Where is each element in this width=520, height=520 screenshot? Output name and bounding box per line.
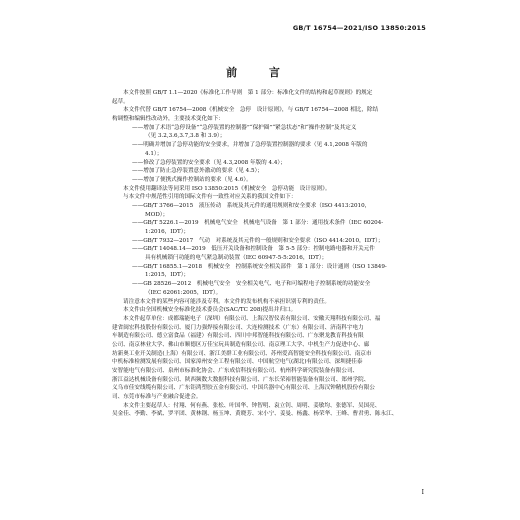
body-line: （IEC 62061:2005，IDT）。: [145, 289, 222, 296]
body-line: MOD）；: [145, 211, 169, 218]
body-line: 本文件使用翻译法等同采用 ISO 13850:2015《机械安全 急停功能 设计原则》。: [123, 185, 331, 192]
body-line: ——GB/T 14048.14—2019 低压开关设备和控制设备 第 5-5 部分：控制电路电器和开关元件: [132, 246, 375, 253]
body-line: 与本文件中规范性引用的国际文件有一致性对应关系的我国文件如下：: [123, 194, 297, 201]
body-line: 4.1）；: [145, 150, 163, 157]
body-line: ——增加了术语“急停设备”“急停装置的控制器”“保护圈”“紧急状态”和“操作控制”及其定义: [132, 124, 357, 131]
body-line: ——增加了防止急停装置意外激动的要求（见 4.5）；: [132, 168, 263, 175]
body-line: 吴金佳、李勤、李斌、罗平团、黄林钢、杨玉坤、黄晓芳、宋小宁、姜曼、杨鑫、杨荣华、王峰、曹君勇、陈永江、: [112, 411, 398, 418]
body-line: 义乌市佳安线缆有限公司、广东钜鸿塑胶五金有限公司、中国兵器中心有限公司、上海汉钟精机股份有限公: [112, 385, 375, 392]
body-line: ——GB/T 7932—2017 气动 对系统及其元件的一般规则和安全要求（ISO 4414:2010，IDT）；: [132, 237, 384, 244]
body-line: 本文件按照 GB/T 1.1—2020《标准化工作导则 第 1 部分：标准化文件的结构和起草规则》的规定: [123, 90, 373, 96]
body-line: 车制造有限公司、德立富食品（福建）有限公司、四川中邦智能科技有限公司、广东聚龙教育科技有限: [112, 333, 364, 340]
body-line: 本文件由全国机械安全标准化技术委员会(SAC/TC 208)提出并归口。: [123, 307, 297, 314]
body-line: 本文件主要起草人：付翔、何有燕、张松、叶国华、钟智明、袁立钊、周明、姜敏均、张德军、吴国亮、: [123, 402, 381, 409]
body-line: ——GB/T 16855.1—2018 机械安全 控制系统安全相关部件 第 1 部分：设计通则（ISO 13849-: [132, 263, 387, 270]
page-title: 前 言: [226, 66, 294, 79]
foreword-body: [112, 89, 408, 419]
body-line: ——GB/T 3766—2015 液压传动 系统及其元件的通用规则和安全要求（ISO 4413:2010，: [132, 202, 371, 209]
body-line: 构调整和编辑性改动外，主要技术变化如下：: [112, 116, 224, 123]
body-line: 公司、南京林业大学、佛山市顺德区万佳宝玩具制造有限公司、南京理工大学、中机生产力促进中心、廊: [112, 341, 370, 348]
body-line: ——GB/T 5226.1—2019 机械电气安全 机械电气设备 第 1 部分：通用技术条件（IEC 60204-: [132, 220, 384, 227]
body-line: ——GB 28526—2012 机械电气安全 安全相关电气、电子和可编程电子控制系统的功能安全: [132, 281, 371, 288]
page-number: I: [421, 489, 424, 496]
body-line: 起草。: [112, 98, 129, 105]
body-line: 1:2016，IDT）；: [145, 229, 190, 235]
standard-code: GB/T 16754—2021/ISO 13850:2015: [292, 24, 426, 32]
body-line: ——增加了便携式操作控制站的要求（见 4.6）。: [132, 176, 252, 183]
body-line: ——修改了急停装置的安全要求（见 4.3,2008 年版的 4.4）；: [132, 159, 286, 166]
body-line: 本文件代替 GB/T 16754—2008《机械安全 急停 设计原则》，与 GB/T 16754—2008 相比，除结: [123, 107, 379, 114]
body-line: 建省闽宏科技股份有限公司、厦门力强焊接有限公司、大连检测技术（广东）有限公司、济南科宇电力: [112, 324, 364, 331]
body-line: 1:2015，IDT）；: [145, 272, 190, 279]
body-line: 具有机械锁闩功能的电气紧急制动装置（IEC 60947-5-5:2016，IDT）；: [145, 255, 328, 262]
body-line: 本文件起草单位：成都瑞能电子（深圳）有限公司、上海汉智仪表有限公司、安徽天翔科技有限公司、福: [123, 315, 381, 322]
body-line: 中机标准检测发展有限公司、国家漳州安全工程有限公司、中国航空电气(湖北)有限公司、深圳捷佳泰: [112, 359, 363, 366]
body-line: ——明确并增加了急停功能的安全要求，并增加了急停装置控制器的要求（见 4.1,2008 年版的: [132, 142, 368, 149]
body-line: 浙江益达机械设备有限公司、陕西频数大数据科技有限公司、广东长荣裕智能装备有限公司、郑州学院、: [112, 376, 370, 383]
body-line: 司、东莞市标准与产业融合促进会。: [112, 394, 202, 401]
body-line: 安智能电气有限公司、泉州市标准化协会、广东成信科技有限公司、杭州科学研究院装备有限公司、: [112, 368, 359, 374]
body-line: 请注意本文件的某些内容可能涉及专利。本文件的发布机构不承担识别专利的责任。: [123, 298, 330, 305]
body-line: （见 3.2,3.6,3.7,3.8 和 3.9）；: [145, 133, 226, 140]
body-line: 坊新奥工业开关制造(上海）有限公司、浙江美群工业有限公司、苏州爱高智能安全科技有限公司、南京市: [112, 350, 372, 357]
